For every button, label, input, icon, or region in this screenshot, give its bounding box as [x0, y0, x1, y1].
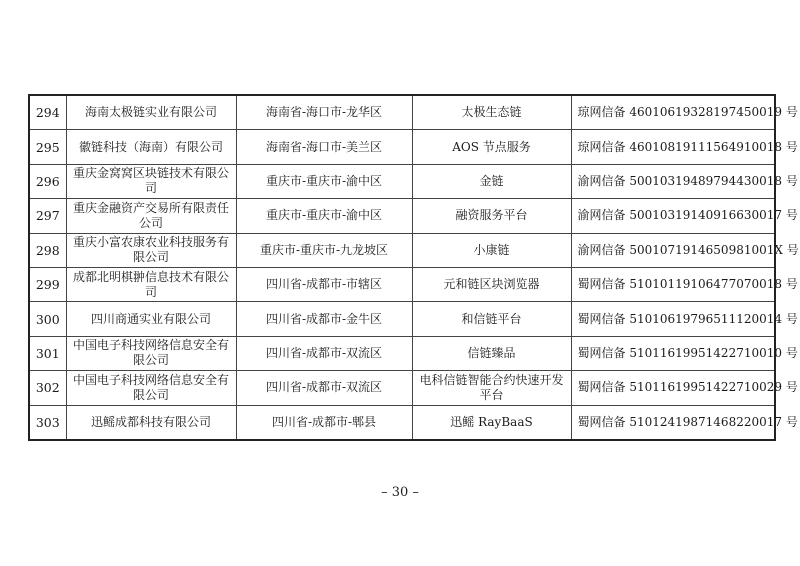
table-row	[29, 405, 775, 440]
row-number: 297	[29, 199, 66, 233]
registration-number: 蜀网信备 51012419871468220017 号	[571, 405, 775, 440]
service-name: 元和链区块浏览器	[412, 267, 571, 301]
company-name: 重庆金融资产交易所有限责任公司	[66, 199, 236, 233]
table-row	[29, 371, 775, 405]
row-number: 295	[29, 130, 66, 164]
service-name: 太极生态链	[412, 95, 571, 130]
company-name: 中国电子科技网络信息安全有限公司	[66, 336, 236, 370]
registration-number: 琼网信备 46010819111564910018 号	[571, 130, 775, 164]
registration-number: 蜀网信备 51011619951422710010 号	[571, 336, 775, 370]
service-name: 金链	[412, 164, 571, 198]
company-name: 成都北明棋翀信息技术有限公司	[66, 267, 236, 301]
row-number: 301	[29, 336, 66, 370]
row-number: 300	[29, 302, 66, 336]
table-row	[29, 233, 775, 267]
row-number: 298	[29, 233, 66, 267]
company-name: 重庆小富农康农业科技服务有限公司	[66, 233, 236, 267]
company-address: 海南省-海口市-美兰区	[236, 130, 412, 164]
company-address: 四川省-成都市-市辖区	[236, 267, 412, 301]
registration-number: 蜀网信备 51011619951422710029 号	[571, 371, 775, 405]
row-number: 302	[29, 371, 66, 405]
company-address: 四川省-成都市-双流区	[236, 336, 412, 370]
table-row	[29, 164, 775, 198]
company-address: 重庆市-重庆市-渝中区	[236, 164, 412, 198]
company-name: 迅鳐成都科技有限公司	[66, 405, 236, 440]
row-number: 296	[29, 164, 66, 198]
company-address: 重庆市-重庆市-渝中区	[236, 199, 412, 233]
registration-number: 琼网信备 46010619328197450019 号	[571, 95, 775, 130]
company-address: 四川省-成都市-双流区	[236, 371, 412, 405]
table-row	[29, 267, 775, 301]
service-name: 融资服务平台	[412, 199, 571, 233]
registration-number: 蜀网信备 51010619796511120014 号	[571, 302, 775, 336]
registration-number: 渝网信备 50010319140916630017 号	[571, 199, 775, 233]
row-number: 303	[29, 405, 66, 440]
service-name: 迅鳐 RayBaaS	[412, 405, 571, 440]
company-address: 四川省-成都市-郫县	[236, 405, 412, 440]
company-name: 中国电子科技网络信息安全有限公司	[66, 371, 236, 405]
company-address: 四川省-成都市-金牛区	[236, 302, 412, 336]
service-name: 小康链	[412, 233, 571, 267]
company-name: 重庆金窝窝区块链技术有限公司	[66, 164, 236, 198]
row-number: 294	[29, 95, 66, 130]
table-row	[29, 336, 775, 370]
service-name: AOS 节点服务	[412, 130, 571, 164]
registration-table	[28, 94, 799, 441]
table-row	[29, 199, 775, 233]
page-number: – 30 –	[381, 485, 419, 500]
service-name: 和信链平台	[412, 302, 571, 336]
company-name: 徽链科技（海南）有限公司	[66, 130, 236, 164]
table-row	[29, 130, 775, 164]
company-name: 四川商通实业有限公司	[66, 302, 236, 336]
company-name: 海南太极链实业有限公司	[66, 95, 236, 130]
table-row	[29, 95, 775, 130]
registration-number: 渝网信备 5001071914650981001X 号	[571, 233, 775, 267]
company-address: 重庆市-重庆市-九龙坡区	[236, 233, 412, 267]
row-number: 299	[29, 267, 66, 301]
table-body	[29, 95, 799, 440]
service-name: 信链臻品	[412, 336, 571, 370]
service-name: 电科信链智能合约快速开发平台	[412, 371, 571, 405]
registration-number: 蜀网信备 51010119106477070018 号	[571, 267, 775, 301]
registration-number: 渝网信备 50010319489794430018 号	[571, 164, 775, 198]
table-row	[29, 302, 775, 336]
company-address: 海南省-海口市-龙华区	[236, 95, 412, 130]
